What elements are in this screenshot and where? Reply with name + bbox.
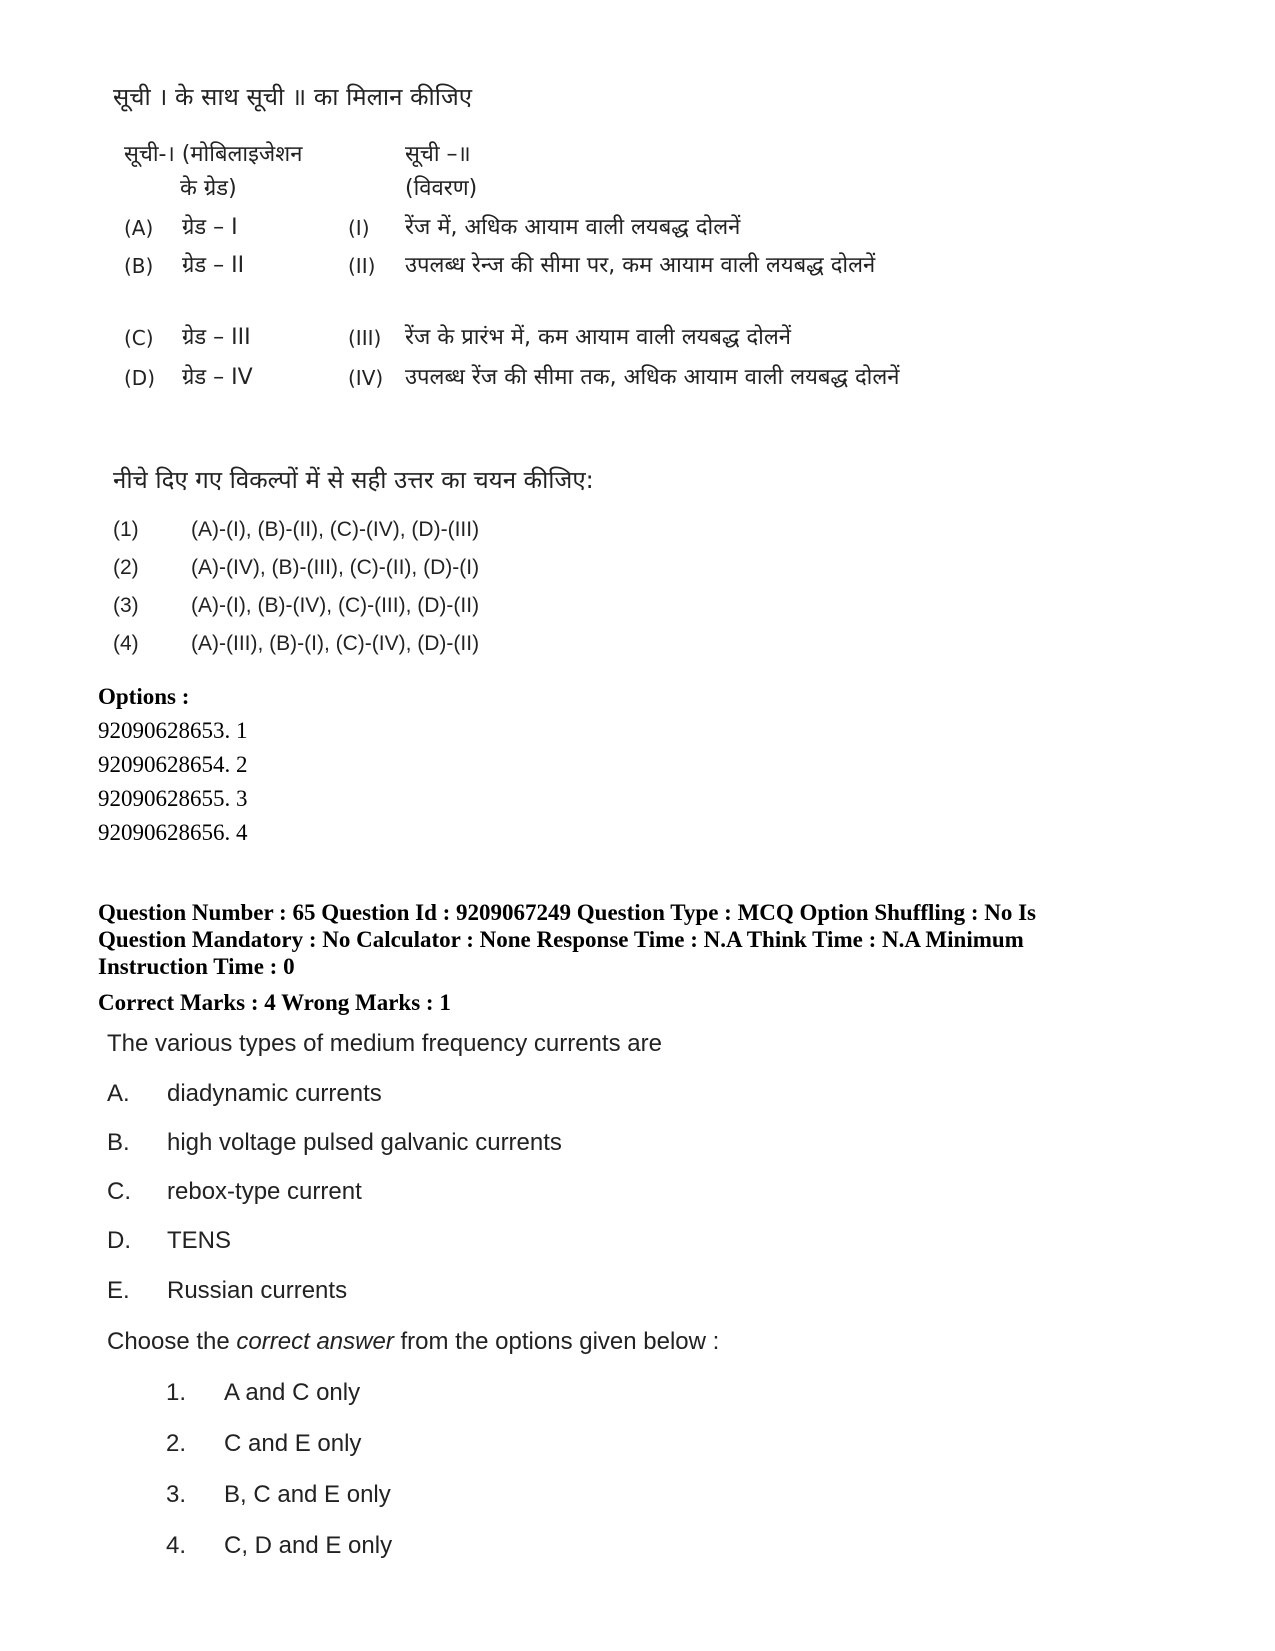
answer-option <box>166 1481 391 1509</box>
statement-text: Russian currents <box>167 1277 348 1304</box>
choice-number: (1) <box>113 518 139 541</box>
row-label: (B) <box>124 254 154 278</box>
row-description: उपलब्ध रेंज की सीमा तक, अधिक आयाम वाली लयबद्ध दोलनें <box>405 365 900 390</box>
statement-key: D. <box>107 1227 131 1254</box>
answer-option <box>166 1532 392 1560</box>
answer-text: B, C and E only <box>224 1481 391 1508</box>
list1-header-line1: सूची-। (मोबिलाइजेशन <box>124 142 303 167</box>
answer-text: A and C only <box>224 1379 361 1406</box>
statement-text: rebox-type current <box>167 1178 362 1205</box>
statement-item <box>107 1277 347 1305</box>
choice-number: (2) <box>113 556 139 579</box>
answer-number: 2. <box>166 1430 187 1457</box>
choose-suffix: from the options given below : <box>393 1328 720 1355</box>
answer-text: C, D and E only <box>224 1532 393 1559</box>
statement-item <box>107 1227 231 1255</box>
statement-key: C. <box>107 1178 131 1205</box>
row-description: उपलब्ध रेन्ज की सीमा पर, कम आयाम वाली लयबद्ध दोलनें <box>405 253 876 278</box>
choice-text: (A)-(I), (B)-(II), (C)-(IV), (D)-(III) <box>191 518 480 541</box>
option-id-line: 92090628656. 4 <box>98 820 248 845</box>
choice-text: (A)-(I), (B)-(IV), (C)-(III), (D)-(II) <box>191 594 480 617</box>
choose-prefix: Choose the <box>107 1328 237 1355</box>
row-description: रेंज के प्रारंभ में, कम आयाम वाली लयबद्ध दोलनें <box>405 325 792 350</box>
row-numeral: (IV) <box>348 366 384 390</box>
question-meta-line3: Instruction Time : 0 <box>98 954 295 979</box>
statement-key: A. <box>107 1080 130 1107</box>
hindi-choice <box>113 518 479 542</box>
choice-number: (3) <box>113 594 139 617</box>
statement-key: E. <box>107 1277 130 1304</box>
statement-text: high voltage pulsed galvanic currents <box>167 1129 562 1156</box>
choice-text: (A)-(IV), (B)-(III), (C)-(II), (D)-(I) <box>191 556 480 579</box>
list1-header-line2: के ग्रेड) <box>180 176 237 201</box>
statement-text: TENS <box>167 1227 232 1254</box>
question-meta <box>98 899 1198 980</box>
row-label: (C) <box>124 326 154 350</box>
hindi-choose-instruction: नीचे दिए गए विकल्पों में से सही उत्तर का चयन कीजिए: <box>113 466 594 494</box>
row-numeral: (II) <box>348 254 376 278</box>
question-meta-line1: Question Number : 65 Question Id : 9209067249 Question Type : MCQ Option Shuffling : No Is <box>98 900 1037 925</box>
row-label: (A) <box>124 216 154 240</box>
list2-header <box>405 138 477 206</box>
row-grade: ग्रेड – II <box>182 253 245 278</box>
choose-emphasis: correct answer <box>236 1328 394 1355</box>
answer-number: 3. <box>166 1481 187 1508</box>
row-numeral: (III) <box>348 326 382 350</box>
row-grade: ग्रेड – III <box>182 325 251 350</box>
list2-header-line1: सूची –॥ <box>405 142 471 167</box>
row-grade: ग्रेड – I <box>182 215 238 240</box>
statement-key: B. <box>107 1129 130 1156</box>
answer-number: 4. <box>166 1532 187 1559</box>
option-id-line: 92090628655. 3 <box>98 786 248 811</box>
answer-option <box>166 1379 360 1407</box>
hindi-choice <box>113 556 479 580</box>
statement-item <box>107 1129 562 1157</box>
hindi-question-intro: सूची । के साथ सूची ॥ का मिलान कीजिए <box>113 83 473 111</box>
english-question-stem: The various types of medium frequency currents are <box>107 1030 662 1057</box>
statement-item <box>107 1080 382 1108</box>
answer-option <box>166 1430 361 1458</box>
hindi-choice <box>113 594 479 618</box>
row-description: रेंज में, अधिक आयाम वाली लयबद्ध दोलनें <box>405 215 741 240</box>
english-choose-instruction <box>107 1328 719 1356</box>
statement-item <box>107 1178 362 1206</box>
list1-header <box>124 138 302 206</box>
question-meta-line2: Question Mandatory : No Calculator : None Response Time : N.A Think Time : N.A Minimum <box>98 927 1024 952</box>
list2-header-line2: (विवरण) <box>405 176 478 201</box>
row-grade: ग्रेड – IV <box>182 365 253 390</box>
choice-text: (A)-(III), (B)-(I), (C)-(IV), (D)-(II) <box>191 632 480 655</box>
option-id-line: 92090628654. 2 <box>98 752 248 777</box>
option-id-line: 92090628653. 1 <box>98 718 248 743</box>
statement-text: diadynamic currents <box>167 1080 382 1107</box>
answer-number: 1. <box>166 1379 187 1406</box>
options-title: Options : <box>98 684 190 709</box>
choice-number: (4) <box>113 632 139 655</box>
question-marks: Correct Marks : 4 Wrong Marks : 1 <box>98 990 451 1015</box>
row-numeral: (I) <box>348 216 370 240</box>
answer-text: C and E only <box>224 1430 362 1457</box>
hindi-choice <box>113 632 479 656</box>
row-label: (D) <box>124 366 156 390</box>
